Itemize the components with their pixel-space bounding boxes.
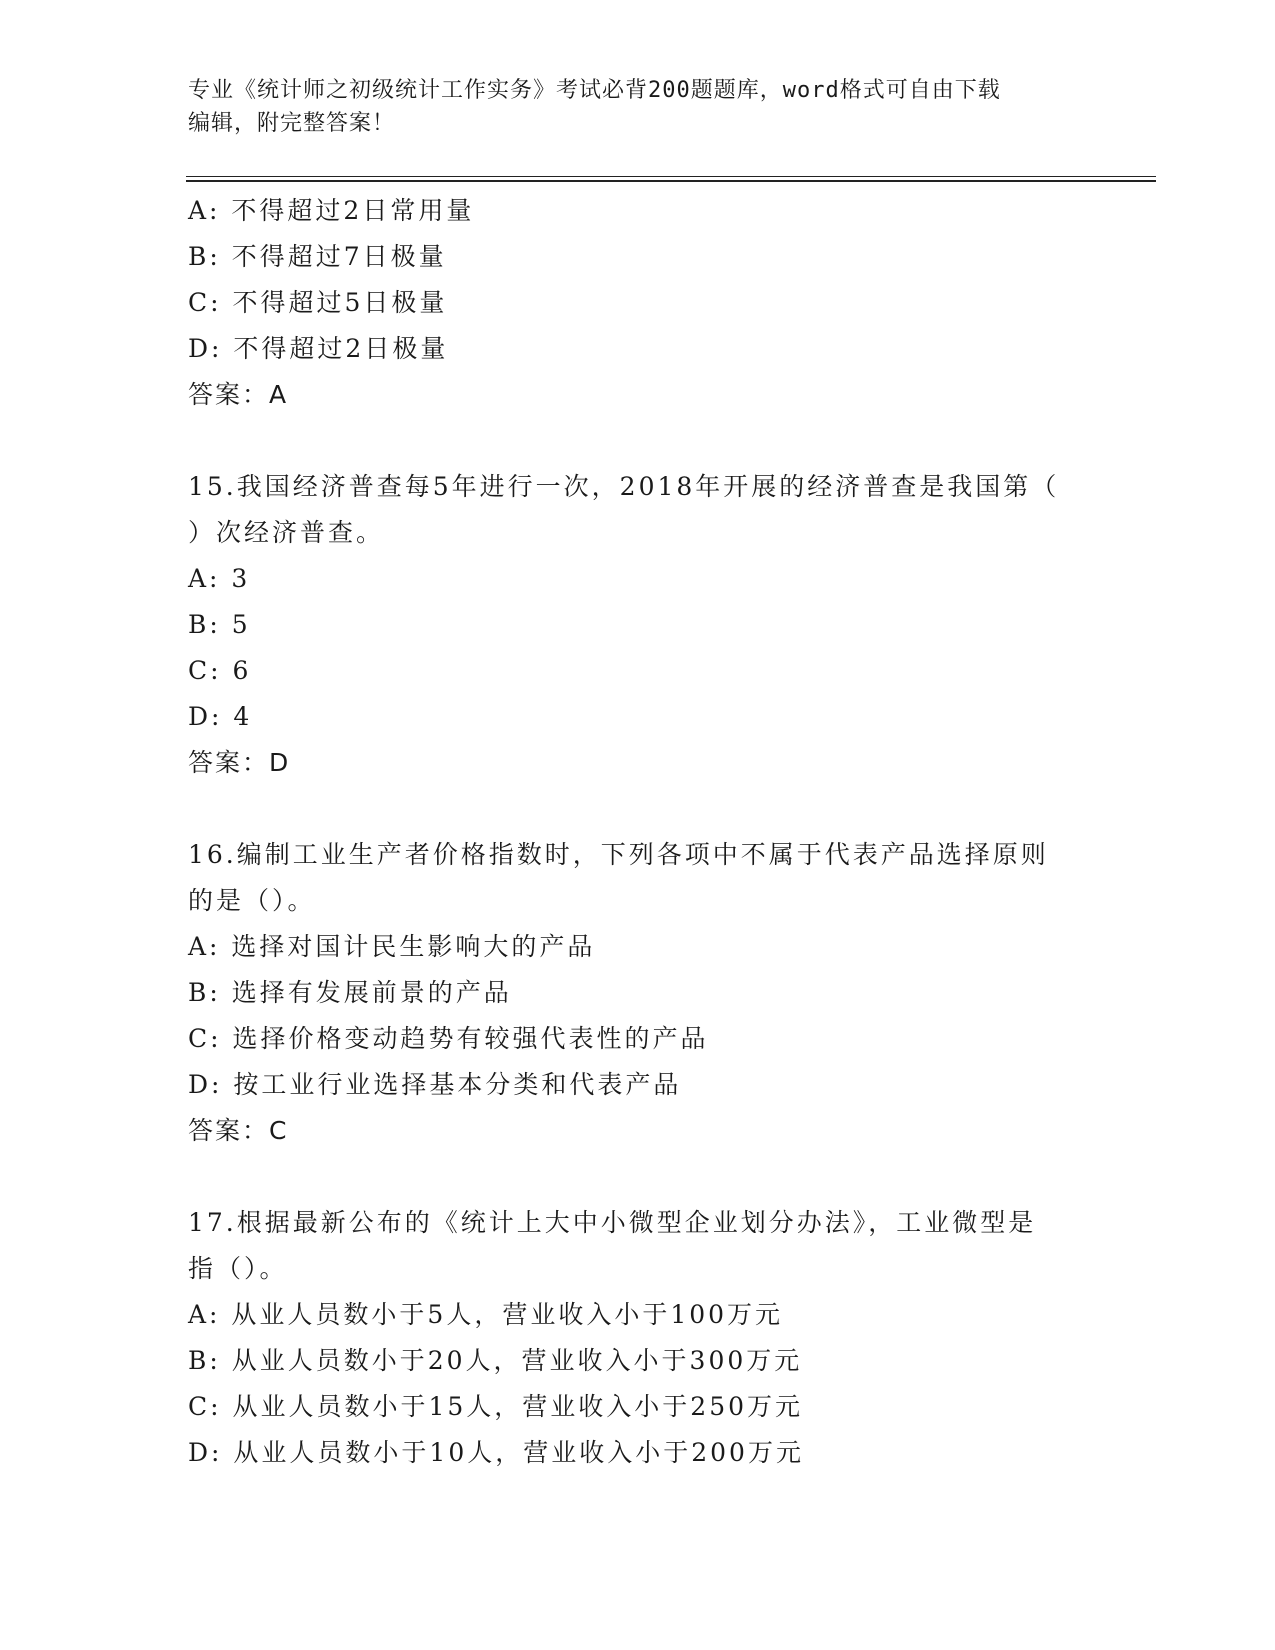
- option-b: B: 从业人员数小于20人，营业收入小于300万元: [188, 1346, 803, 1375]
- question-stem-line-2: 的是（）。: [188, 886, 316, 915]
- page-header: [188, 74, 1068, 140]
- option-d: D: 不得超过2日极量: [188, 334, 449, 363]
- answer-line: 答案：D: [188, 748, 291, 777]
- option-c: C: 选择价格变动趋势有较强代表性的产品: [188, 1024, 709, 1053]
- question-stem-line-1: 17.根据最新公布的《统计上大中小微型企业划分办法》，工业微型是: [188, 1208, 1037, 1237]
- option-c: C: 6: [188, 656, 252, 685]
- question-16: [188, 832, 1088, 1154]
- option-d: D: 从业人员数小于10人，营业收入小于200万元: [188, 1438, 804, 1467]
- option-b: B: 不得超过7日极量: [188, 242, 447, 271]
- question-stem-line-1: 15.我国经济普查每5年进行一次，2018年开展的经济普查是我国第（: [188, 472, 1060, 501]
- header-line-2: 编辑，附完整答案！: [188, 111, 396, 136]
- answer-line: 答案：A: [188, 380, 289, 409]
- option-a: A: 不得超过2日常用量: [188, 196, 475, 225]
- question-14-continued: [188, 188, 1088, 418]
- question-list: [188, 188, 1088, 1476]
- question-stem-line-2: ）次经济普查。: [188, 518, 385, 547]
- option-d: D: 4: [188, 702, 253, 731]
- question-stem-line-1: 16.编制工业生产者价格指数时，下列各项中不属于代表产品选择原则: [188, 840, 1049, 869]
- option-c: C: 不得超过5日极量: [188, 288, 448, 317]
- header-divider: [186, 176, 1156, 182]
- question-stem-line-2: 指（）。: [188, 1254, 288, 1283]
- spacer: [188, 786, 1088, 832]
- option-a: A: 选择对国计民生影响大的产品: [188, 932, 596, 961]
- question-15: [188, 464, 1088, 786]
- option-b: B: 选择有发展前景的产品: [188, 978, 512, 1007]
- option-a: A: 从业人员数小于5人，营业收入小于100万元: [188, 1300, 784, 1329]
- option-a: A: 3: [188, 564, 251, 593]
- spacer: [188, 418, 1088, 464]
- answer-line: 答案：C: [188, 1116, 289, 1145]
- question-17: [188, 1200, 1088, 1476]
- header-line-1: 专业《统计师之初级统计工作实务》考试必背200题题库，word格式可自由下载: [188, 78, 1001, 103]
- option-d: D: 按工业行业选择基本分类和代表产品: [188, 1070, 682, 1099]
- option-b: B: 5: [188, 610, 251, 639]
- option-c: C: 从业人员数小于15人，营业收入小于250万元: [188, 1392, 804, 1421]
- spacer: [188, 1154, 1088, 1200]
